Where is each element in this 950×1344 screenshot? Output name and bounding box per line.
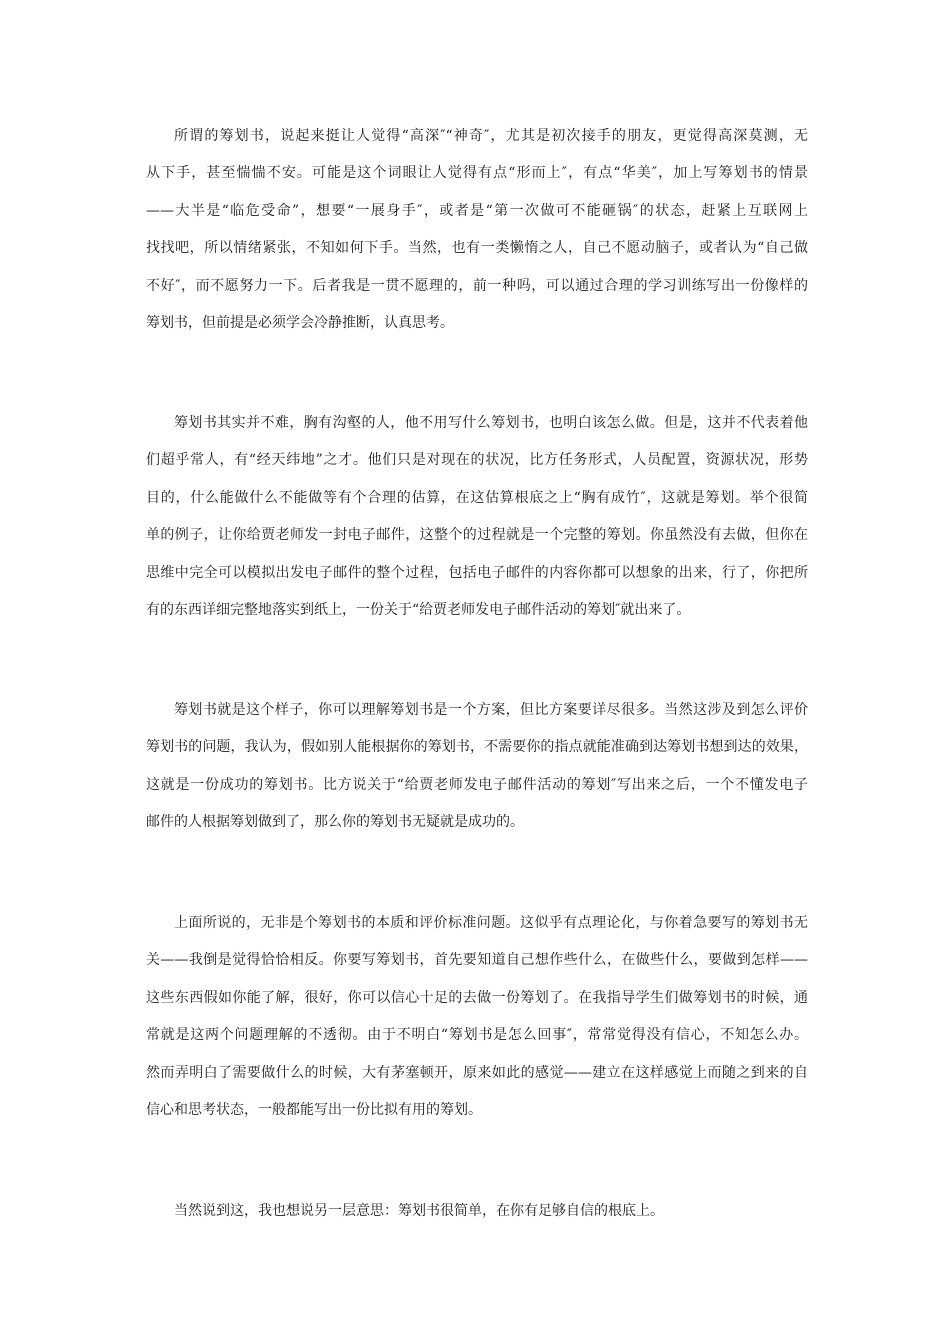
paragraph-line: 筹划书，但前提是必须学会冷静推断，认真思考。 xyxy=(146,314,454,331)
paragraph-line: 思维中完全可以模拟出发电子邮件的整个过程，包括电子邮件的内容你都可以想象的出来，行了，你把所 xyxy=(146,564,808,581)
paragraph-line: 这些东西假如你能了解，很好，你可以信心十足的去做一份筹划了。在我指导学生们做筹划书的时候，通 xyxy=(146,989,808,1006)
paragraph-line: 单的例子，让你给贾老师发一封电子邮件，这整个的过程就是一个完整的筹划。你虽然没有去做，但你在 xyxy=(146,527,808,544)
paragraph-line: 常就是这两个问题理解的不透彻。由于不明白“筹划书是怎么回事″，常常觉得没有信心，不知怎么办。 xyxy=(146,1027,808,1044)
paragraph-line: 上面所说的，无非是个筹划书的本质和评价标准问题。这似乎有点理论化，与你着急要写的筹划书无 xyxy=(174,915,808,931)
paragraph-line: 从下手，甚至惴惴不安。可能是这个词眼让人觉得有点“形而上″，有点“华美″，加上写筹划书的情景 xyxy=(146,165,808,182)
paragraph-line: 关——我倒是觉得恰恰相反。你要写筹划书，首先要知道自己想作些什么，在做些什么，要做到怎样—— xyxy=(146,952,808,969)
paragraph-5 xyxy=(146,1193,808,1230)
paragraph-line: 有的东西详细完整地落实到纸上，一份关于“给贾老师发电子邮件活动的筹划″就出来了。 xyxy=(146,601,691,618)
paragraph-1 xyxy=(146,118,808,342)
paragraph-line: 然而弄明白了需要做什么的时候，大有茅塞顿开，原来如此的感觉——建立在这样感觉上而随之到来的自 xyxy=(146,1064,808,1081)
paragraph-3 xyxy=(146,692,808,842)
paragraph-2 xyxy=(146,405,808,629)
paragraph-line: 信心和思考状态，一般都能写出一份比拟有用的筹划。 xyxy=(146,1101,482,1118)
paragraph-line: 当然说到这，我也想说另一层意思：筹划书很简单，在你有足够自信的根底上。 xyxy=(174,1203,664,1219)
paragraph-line: ——大半是“临危受命”，想要“一展身手″，或者是“第一次做可不能砸锅″的状态，赶紧上互联网上 xyxy=(146,202,808,219)
paragraph-line: 不好″，而不愿努力一下。后者我是一贯不愿理的，前一种吗，可以通过合理的学习训练写出一份像样的 xyxy=(146,277,808,294)
paragraph-line: 邮件的人根据筹划做到了，那么你的筹划书无疑就是成功的。 xyxy=(146,814,524,831)
paragraph-line: 这就是一份成功的筹划书。比方说关于“给贾老师发电子邮件活动的筹划″写出来之后，一个不懂发电子 xyxy=(146,776,808,793)
paragraph-line: 们超乎常人，有“经天纬地”之才。他们只是对现在的状况，比方任务形式，人员配置，资源状况，形势 xyxy=(146,452,808,469)
paragraph-4 xyxy=(146,905,808,1129)
paragraph-line: 筹划书就是这个样子，你可以理解筹划书是一个方案，但比方案要详尽很多。当然这涉及到怎么评价 xyxy=(174,702,808,718)
paragraph-line: 目的，什么能做什么不能做等有个合理的估算，在这估算根底之上“胸有成竹″，这就是筹划。举个很简 xyxy=(146,489,808,506)
paragraph-line: 找找吧，所以情绪紧张，不知如何下手。当然，也有一类懒惰之人，自己不愿动脑子，或者认为“自己做 xyxy=(146,240,808,257)
paragraph-line: 筹划书其实并不难，胸有沟壑的人，他不用写什么筹划书，也明白该怎么做。但是，这并不代表着他 xyxy=(174,415,808,431)
paragraph-line: 筹划书的问题，我认为，假如别人能根据你的筹划书，不需要你的指点就能准确到达筹划书想到达的效果， xyxy=(146,739,808,756)
paragraph-line: 所谓的筹划书，说起来挺让人觉得“高深″“神奇″，尤其是初次接手的朋友，更觉得高深莫测，无 xyxy=(174,128,808,144)
